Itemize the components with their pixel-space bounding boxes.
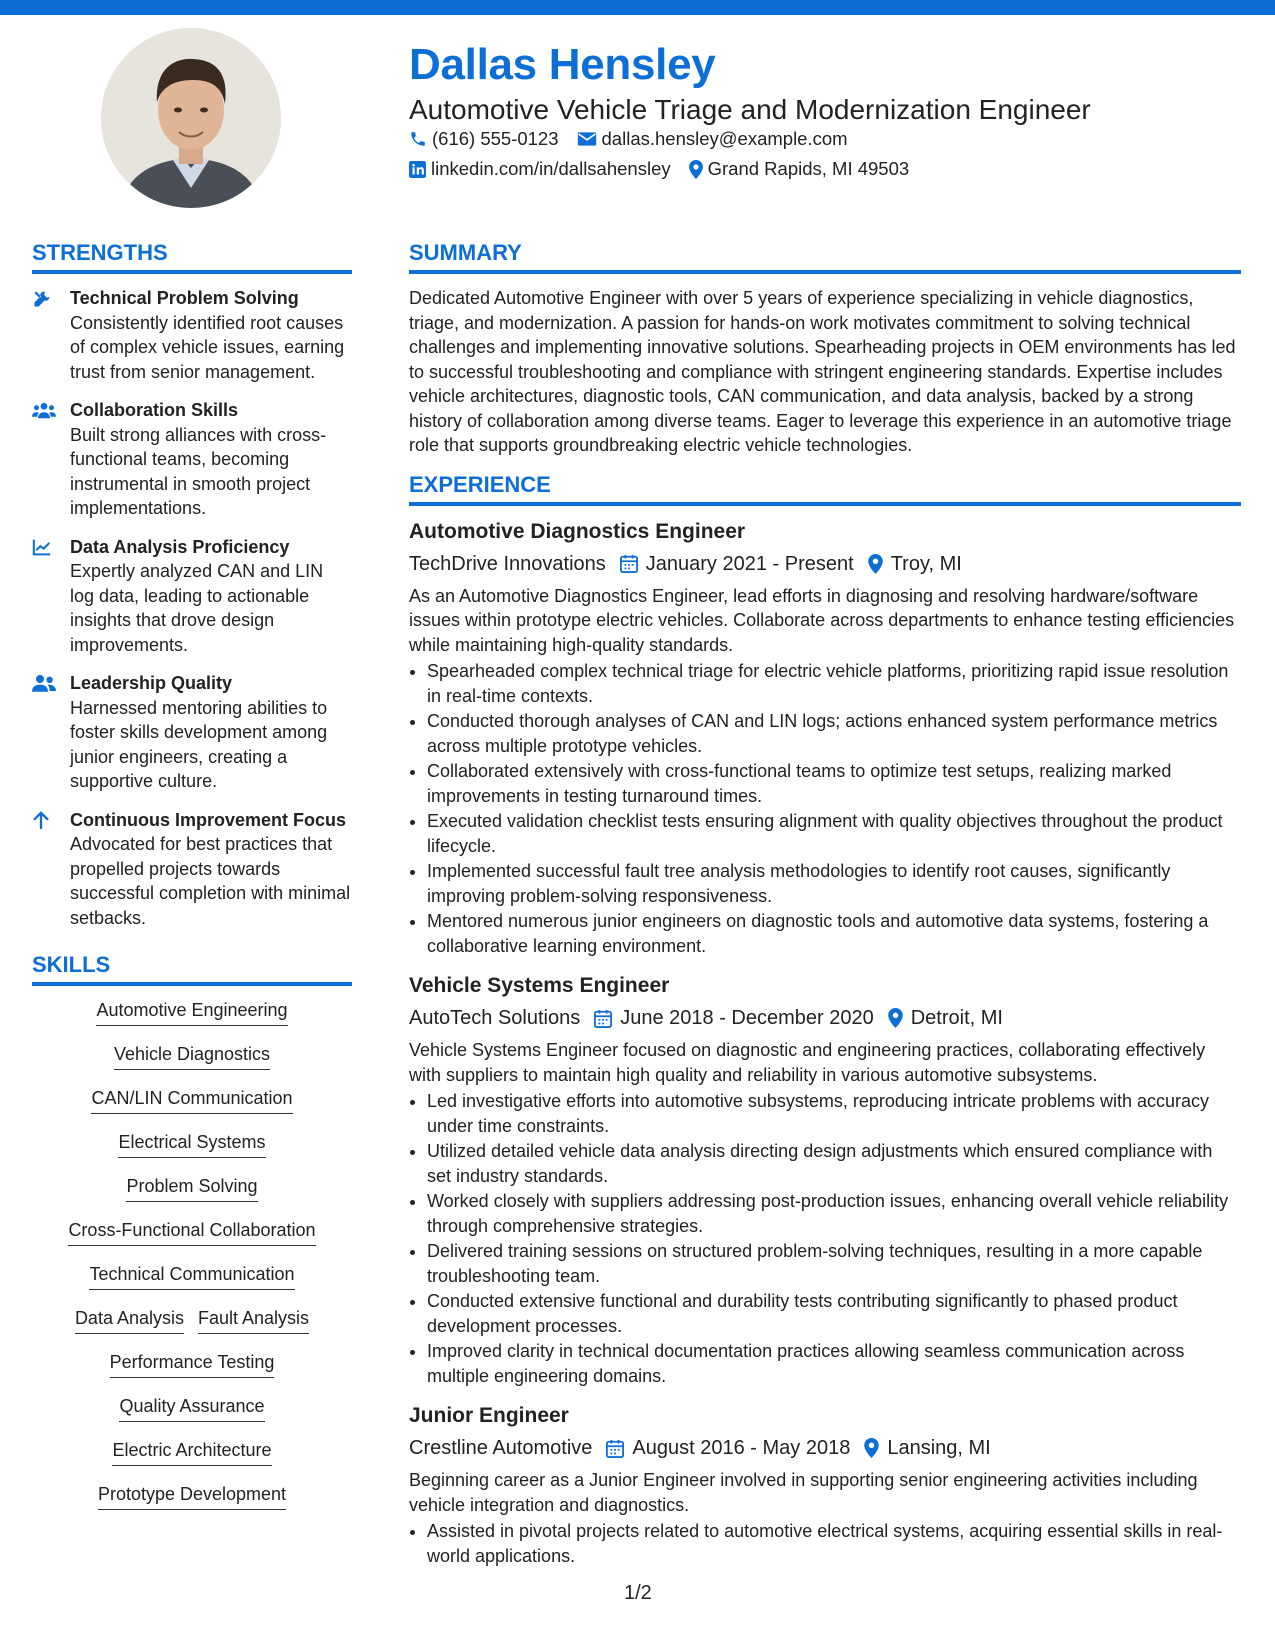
job-location: Lansing, MI — [887, 1437, 991, 1459]
job-title: Automotive Diagnostics Engineer — [409, 519, 746, 543]
job-title: Junior Engineer — [409, 1404, 569, 1427]
job-bullet: • Conducted thorough analyses of CAN and LIN logs; actions enhanced system performance metrics across multiple prototype vehicles. — [427, 709, 1241, 758]
strength-desc: Consistently identified root causes of complex vehicle issues, earning trust from senior management. — [70, 312, 345, 382]
job-bullets — [409, 659, 1241, 958]
job-bullet: • Spearheaded complex technical triage for electric vehicle platforms, prioritizing rapid issue resolution in real-time contexts. — [427, 659, 1241, 708]
arrow-up-icon — [32, 811, 50, 829]
skill-tag: CAN/LIN Communication — [91, 1086, 292, 1114]
company-name: AutoTech Solutions — [409, 1007, 581, 1029]
job-dates: January 2021 - Present — [645, 552, 854, 575]
email-contact[interactable] — [577, 128, 848, 150]
job-bullet: • Led investigative efforts into automotive subsystems, reproducing intricate problems with accuracy under time constraints. — [427, 1089, 1241, 1138]
job-bullet: • Implemented successful fault tree analysis methodologies to identify root causes, significantly improving problem-solving responsiveness. — [427, 859, 1241, 908]
map-marker-icon — [888, 1008, 903, 1028]
strength-desc: Built strong alliances with cross-functional teams, becoming instrumental in smooth project implementations. — [70, 424, 327, 518]
job-meta — [409, 1434, 1241, 1462]
strength-title: Data Analysis Proficiency — [70, 536, 290, 557]
phone-text: (616) 555-0123 — [432, 128, 559, 149]
job-dates: August 2016 - May 2018 — [632, 1437, 851, 1459]
location-contact — [689, 158, 910, 180]
job-description: As an Automotive Diagnostics Engineer, lead efforts in diagnosing and resolving hardware/software issues within prototype electric vehicles. Collaborate across departments to enhance testing efficiencies while maintaining high-quality standards. — [409, 585, 1235, 655]
strength-item — [32, 671, 352, 794]
job-dates: June 2018 - December 2020 — [620, 1007, 874, 1029]
job-bullet: • Worked closely with suppliers addressing post-production issues, enhancing overall vehicle reliability through comprehensive strategies. — [427, 1189, 1241, 1238]
job-entry — [409, 518, 1241, 959]
skill-tag: Vehicle Diagnostics — [114, 1042, 270, 1070]
email-text: dallas.hensley@example.com — [601, 128, 848, 149]
company-name: TechDrive Innovations — [409, 552, 606, 575]
job-meta — [409, 550, 1241, 578]
job-bullet: • Collaborated extensively with cross-functional teams to optimize test setups, realizing marked improvements in testing turnaround times. — [427, 759, 1241, 808]
job-location: Detroit, MI — [910, 1007, 1003, 1029]
users-icon — [32, 401, 56, 419]
skill-tag: Quality Assurance — [119, 1394, 264, 1422]
strength-item — [32, 535, 352, 658]
strength-item — [32, 286, 352, 384]
skill-tag: Data Analysis — [75, 1306, 184, 1334]
job-meta — [409, 1004, 1241, 1032]
job-bullet: • Delivered training sessions on structured problem-solving techniques, resulting in a more capable troubleshooting team. — [427, 1239, 1241, 1288]
strength-desc: Expertly analyzed CAN and LIN log data, leading to actionable insights that drove design improvements. — [70, 561, 324, 655]
map-marker-icon — [689, 160, 703, 179]
strength-item — [32, 398, 352, 521]
job-bullet: • Conducted extensive functional and durability tests contributing significantly to phased product development processes. — [427, 1289, 1241, 1338]
skill-tag: Fault Analysis — [198, 1306, 309, 1334]
tools-icon — [32, 289, 52, 309]
skill-tag: Cross-Functional Collaboration — [68, 1218, 315, 1246]
skills-heading: SKILLS — [32, 952, 352, 986]
skill-tag: Electrical Systems — [118, 1130, 265, 1158]
strengths-heading: STRENGTHS — [32, 240, 352, 274]
contact-row-2 — [409, 158, 927, 180]
job-entry — [409, 972, 1241, 1388]
user-friends-icon — [32, 674, 56, 692]
chart-line-icon — [32, 538, 52, 556]
strength-desc: Advocated for best practices that propelled projects towards successful completion with minimal setbacks. — [70, 834, 351, 928]
job-bullet: • Improved clarity in technical documentation practices allowing seamless communication across multiple engineering domains. — [427, 1339, 1241, 1388]
strength-title: Collaboration Skills — [70, 400, 239, 420]
location-text: Grand Rapids, MI 49503 — [707, 158, 910, 179]
skill-tag: Automotive Engineering — [96, 998, 287, 1026]
candidate-title: Automotive Vehicle Triage and Modernization Engineer — [409, 94, 1091, 125]
linkedin-text: linkedin.com/in/dallsahensley — [431, 158, 671, 179]
job-location: Troy, MI — [890, 552, 962, 575]
top-accent-bar — [0, 0, 1275, 15]
email-icon — [577, 131, 597, 147]
profile-photo — [101, 28, 281, 208]
strength-item — [32, 808, 352, 931]
candidate-name: Dallas Hensley — [409, 40, 716, 89]
linkedin-icon — [409, 161, 426, 178]
skills-list — [32, 998, 352, 1526]
page-number: 1/2 — [624, 1582, 652, 1604]
job-bullets — [409, 1089, 1241, 1388]
strength-title: Continuous Improvement Focus — [70, 809, 347, 830]
summary-heading: SUMMARY — [409, 240, 1241, 274]
right-column — [409, 240, 1241, 1582]
phone-icon — [409, 130, 427, 148]
calendar-icon — [606, 1439, 624, 1458]
job-title: Vehicle Systems Engineer — [409, 974, 670, 997]
skill-tag: Prototype Development — [98, 1482, 286, 1510]
job-description: Vehicle Systems Engineer focused on diagnostic and engineering practices, collaborating effectively with suppliers to maintain high quality and reliability in various automotive subsystems. — [409, 1040, 1206, 1085]
job-bullets — [409, 1519, 1241, 1568]
skill-tag: Performance Testing — [110, 1350, 275, 1378]
experience-heading: EXPERIENCE — [409, 472, 1241, 506]
calendar-icon — [620, 554, 638, 573]
summary-text: Dedicated Automotive Engineer with over 5 years of experience specializing in vehicle diagnostics, triage, and modernization. A passion for hands-on work motivates commitment to solving technical challenges and implementing innovative solutions. Spearheading projects in OEM environments has led to successful troubleshooting and compliance with stringent engineering standards. Expertise includes vehicle architectures, diagnostic tools, CAN communication, and data analysis, backed by a strong history of collaboration among diverse teams. Eager to leverage this experience in an automotive triage role that supports groundbreaking electric vehicle technologies. — [409, 288, 1236, 455]
calendar-icon — [594, 1009, 612, 1028]
phone-contact[interactable] — [409, 128, 559, 150]
skill-tag: Electric Architecture — [112, 1438, 271, 1466]
job-bullet: • Assisted in pivotal projects related to automotive electrical systems, acquiring essential skills in real-world applications. — [427, 1519, 1241, 1568]
strength-desc: Harnessed mentoring abilities to foster skills development among junior engineers, creating a supportive culture. — [70, 697, 328, 791]
skill-tag: Technical Communication — [89, 1262, 294, 1290]
strength-title: Leadership Quality — [70, 673, 233, 693]
map-marker-icon — [864, 1438, 879, 1458]
map-marker-icon — [868, 554, 883, 574]
strength-title: Technical Problem Solving — [70, 288, 299, 308]
company-name: Crestline Automotive — [409, 1437, 593, 1459]
job-bullet: • Utilized detailed vehicle data analysis directing design adjustments which ensured compliance with set industry standards. — [427, 1139, 1241, 1188]
job-description: Beginning career as a Junior Engineer involved in supporting senior engineering activities including vehicle integration and diagnostics. — [409, 1470, 1198, 1515]
job-bullet: • Mentored numerous junior engineers on diagnostic tools and automotive data systems, fostering a collaborative learning environment. — [427, 909, 1241, 958]
job-entry — [409, 1402, 1241, 1568]
left-column — [32, 240, 352, 1526]
job-bullet: • Executed validation checklist tests ensuring alignment with quality objectives throughout the product lifecycle. — [427, 809, 1241, 858]
linkedin-contact[interactable] — [409, 158, 671, 180]
skill-tag: Problem Solving — [126, 1174, 257, 1202]
contact-row-1 — [409, 128, 866, 150]
